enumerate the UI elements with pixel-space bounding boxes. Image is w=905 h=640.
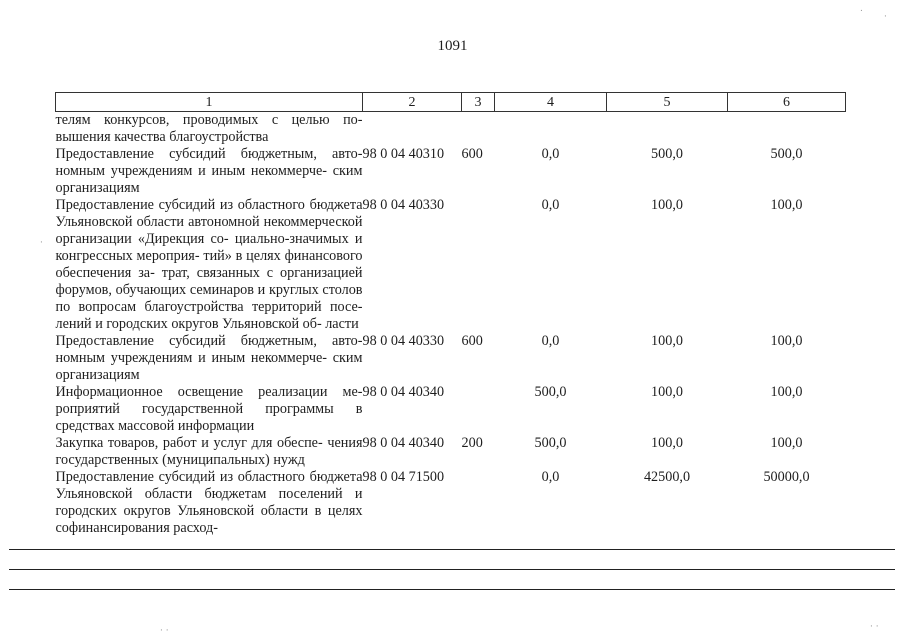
row-value-6: 100,0 xyxy=(770,384,803,400)
col-header-6: 6 xyxy=(728,93,846,112)
row-value-5: 42500,0 xyxy=(643,469,691,485)
row-description: телям конкурсов, проводимых с целью по- вышения качества благоустройства xyxy=(55,112,363,145)
table-row xyxy=(56,197,846,333)
table-row xyxy=(56,435,846,469)
scan-speck: · · xyxy=(870,622,879,632)
row-value-5: 500,0 xyxy=(651,146,683,162)
strike-line xyxy=(9,549,895,550)
scan-speck: · · xyxy=(160,626,169,636)
table-row xyxy=(56,384,846,435)
row-value-5 xyxy=(607,112,728,147)
row-value-6: 100,0 xyxy=(770,333,803,349)
strike-line xyxy=(9,589,895,590)
header-row xyxy=(56,93,846,112)
row-value-6: 500,0 xyxy=(770,146,803,162)
table-body xyxy=(56,112,846,538)
page-number: 1091 xyxy=(437,38,468,54)
row-value-4: 0,0 xyxy=(541,333,560,349)
row-value-4: 500,0 xyxy=(534,435,567,451)
row-description: Предоставление субсидий из областного бюджета Ульяновской области бюджетам поселений и городских округов Ульяновской области в целях софинансирования расход- xyxy=(55,469,363,536)
row-description: Предоставление субсидий бюджетным, авто- номным учреждениям и иным некоммерче- ским организациям xyxy=(55,333,363,383)
row-value-4 xyxy=(495,112,607,147)
row-expense-type: 600 xyxy=(461,146,483,162)
row-value-5: 100,0 xyxy=(651,435,683,451)
row-expense-type: 200 xyxy=(461,435,483,451)
col-header-5: 5 xyxy=(607,93,728,112)
row-value-4: 0,0 xyxy=(541,469,560,485)
col-header-4: 4 xyxy=(495,93,607,112)
row-expense-type xyxy=(462,469,495,537)
row-value-6 xyxy=(728,112,846,147)
row-code: 98 0 04 40330 xyxy=(362,333,445,349)
table-row xyxy=(56,146,846,197)
col-header-3: 3 xyxy=(462,93,495,112)
table-row xyxy=(56,112,846,147)
row-value-5: 100,0 xyxy=(651,384,683,400)
col-header-1: 1 xyxy=(56,93,363,112)
table-row xyxy=(56,469,846,537)
row-code: 98 0 04 71500 xyxy=(362,469,445,485)
row-code: 98 0 04 40340 xyxy=(362,384,445,400)
row-description: Предоставление субсидий из областного бюджета Ульяновской области автономной некоммерческой организации «Дирекция со- циально-значимых и конгрессных мероприя- тий» в целях финансового обеспечения за- трат, связанных с организацией форумов, обучающих семинаров и круглых столов по вопросам благоустройства территорий посе- лений и городских округов Ульяновской об- ласти xyxy=(55,197,363,332)
row-value-4: 500,0 xyxy=(534,384,567,400)
strike-line xyxy=(9,569,895,570)
scan-speck: · xyxy=(884,12,887,22)
row-code xyxy=(363,112,462,147)
table-row xyxy=(56,333,846,384)
row-expense-type: 600 xyxy=(461,333,483,349)
row-value-6: 50000,0 xyxy=(763,469,810,485)
row-value-6: 100,0 xyxy=(770,197,803,213)
row-expense-type xyxy=(462,384,495,435)
row-code: 98 0 04 40340 xyxy=(362,435,445,451)
row-expense-type xyxy=(462,112,495,147)
row-code: 98 0 04 40330 xyxy=(362,197,445,213)
row-value-4: 0,0 xyxy=(541,197,560,213)
scan-speck: · xyxy=(40,238,43,248)
scan-speck: . xyxy=(860,4,863,14)
row-value-5: 100,0 xyxy=(651,197,683,213)
row-value-6: 100,0 xyxy=(770,435,803,451)
budget-table xyxy=(55,92,846,537)
row-description: Информационное освещение реализации ме- роприятий государственной программы в средствах массовой информации xyxy=(55,384,363,434)
row-code: 98 0 04 40310 xyxy=(362,146,445,162)
row-value-5: 100,0 xyxy=(651,333,683,349)
row-description: Предоставление субсидий бюджетным, авто- номным учреждениям и иным некоммерче- ским организациям xyxy=(55,146,363,196)
row-value-4: 0,0 xyxy=(541,146,560,162)
row-description: Закупка товаров, работ и услуг для обеспе- чения государственных (муниципальных) нужд xyxy=(55,435,363,468)
col-header-2: 2 xyxy=(363,93,462,112)
row-expense-type xyxy=(462,197,495,333)
